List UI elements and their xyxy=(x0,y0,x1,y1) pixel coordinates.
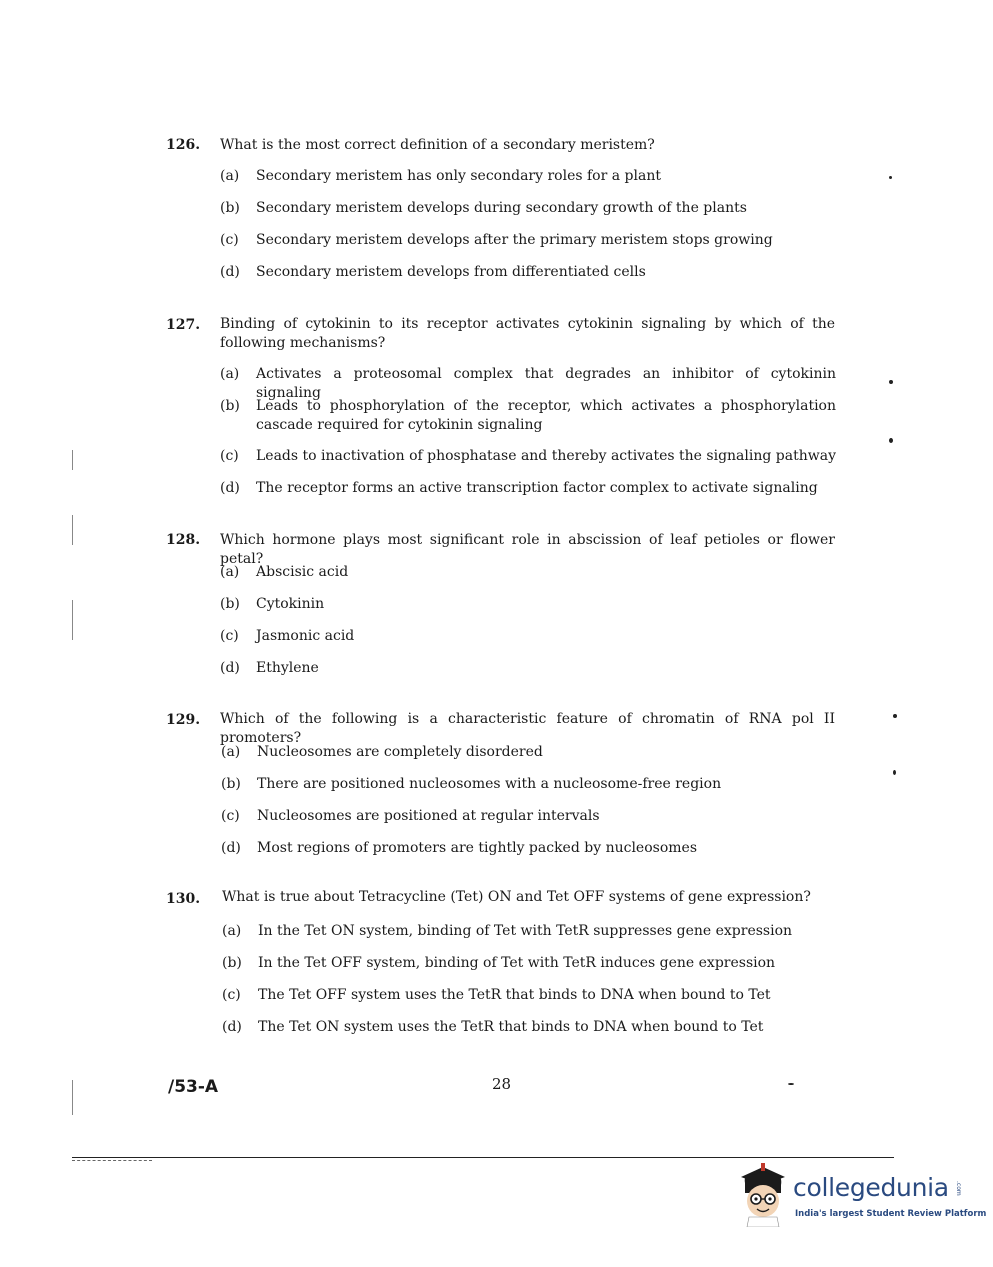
page-number: 28 xyxy=(492,1075,512,1093)
option-text: Ethylene xyxy=(256,660,319,676)
option-label: (c) xyxy=(220,448,239,464)
question-number: 127. xyxy=(166,317,201,333)
logo-domain: .com xyxy=(955,1181,962,1196)
scan-speck xyxy=(893,770,896,775)
logo-tagline: India's largest Student Review Platform xyxy=(795,1209,987,1219)
option-text: Nucleosomes are positioned at regular intervals xyxy=(257,808,600,824)
question-text: What is the most correct definition of a secondary meristem? xyxy=(220,137,655,153)
option-text: Secondary meristem develops from differentiated cells xyxy=(256,264,646,280)
option-text: In the Tet ON system, binding of Tet with TetR suppresses gene expression xyxy=(258,923,793,939)
option-label: (d) xyxy=(220,264,240,280)
option-text: Activates a proteosomal complex that degrades an inhibitor of cytokinin signaling xyxy=(256,366,836,401)
question-text: Which hormone plays most significant role in abscission of leaf petioles or flower petal? xyxy=(220,532,835,567)
option-text: Abscisic acid xyxy=(256,564,349,580)
option-text: Secondary meristem develops during secondary growth of the plants xyxy=(256,200,747,216)
footer-divider xyxy=(72,1157,894,1158)
option-text: Leads to inactivation of phosphatase and thereby activates the signaling pathway xyxy=(256,448,836,464)
margin-mark xyxy=(72,600,73,640)
question-text: What is true about Tetracycline (Tet) ON and Tet OFF systems of gene expression? xyxy=(222,889,811,905)
margin-mark xyxy=(72,515,73,545)
option-text: Leads to phosphorylation of the receptor, which activates a phosphorylation cascade required for cytokinin signaling xyxy=(256,398,836,433)
option-text: Jasmonic acid xyxy=(256,628,355,644)
scan-speck xyxy=(788,1083,794,1085)
option-label: (d) xyxy=(222,1019,242,1035)
collegedunia-logo[interactable] xyxy=(735,1163,987,1233)
option-label: (d) xyxy=(221,840,241,856)
option-text: Secondary meristem develops after the primary meristem stops growing xyxy=(256,232,773,248)
option-text: There are positioned nucleosomes with a nucleosome-free region xyxy=(257,776,722,792)
option-label: (d) xyxy=(220,480,240,496)
option-label: (b) xyxy=(220,596,240,612)
question-number: 126. xyxy=(166,137,201,153)
option-text: In the Tet OFF system, binding of Tet with TetR induces gene expression xyxy=(258,955,776,971)
option-label: (c) xyxy=(221,808,240,824)
option-label: (a) xyxy=(220,366,240,382)
question-number: 130. xyxy=(166,891,201,907)
option-label: (b) xyxy=(222,955,242,971)
option-text: The Tet ON system uses the TetR that binds to DNA when bound to Tet xyxy=(258,1019,764,1035)
logo-wordmark: collegedunia xyxy=(793,1173,949,1202)
option-text: Most regions of promoters are tightly packed by nucleosomes xyxy=(257,840,698,856)
scan-speck xyxy=(889,176,892,179)
footer-divider-dashed xyxy=(72,1160,152,1161)
scan-speck xyxy=(889,438,893,443)
option-text: The receptor forms an active transcription factor complex to activate signaling xyxy=(256,480,818,496)
question-number: 129. xyxy=(166,712,201,728)
mascot-icon xyxy=(735,1163,791,1227)
question-number: 128. xyxy=(166,532,201,548)
option-label: (a) xyxy=(220,564,240,580)
booklet-code: /53-A xyxy=(168,1077,219,1097)
option-text: Secondary meristem has only secondary roles for a plant xyxy=(256,168,661,184)
option-label: (b) xyxy=(220,200,240,216)
option-label: (a) xyxy=(220,168,240,184)
margin-mark xyxy=(72,450,73,470)
scan-speck xyxy=(893,714,897,718)
option-text: Cytokinin xyxy=(256,596,325,612)
margin-mark xyxy=(72,1080,73,1115)
scan-speck xyxy=(889,380,893,384)
option-text: Nucleosomes are completely disordered xyxy=(257,744,543,760)
option-label: (c) xyxy=(220,628,239,644)
option-label: (c) xyxy=(222,987,241,1003)
option-label: (a) xyxy=(222,923,242,939)
option-text: The Tet OFF system uses the TetR that binds to DNA when bound to Tet xyxy=(258,987,771,1003)
option-label: (b) xyxy=(220,398,240,414)
option-label: (a) xyxy=(221,744,241,760)
question-text: Binding of cytokinin to its receptor activates cytokinin signaling by which of the following mechanisms? xyxy=(220,316,835,351)
question-text: Which of the following is a characteristic feature of chromatin of RNA pol II promoters? xyxy=(220,711,835,746)
option-label: (b) xyxy=(221,776,241,792)
option-label: (d) xyxy=(220,660,240,676)
option-label: (c) xyxy=(220,232,239,248)
